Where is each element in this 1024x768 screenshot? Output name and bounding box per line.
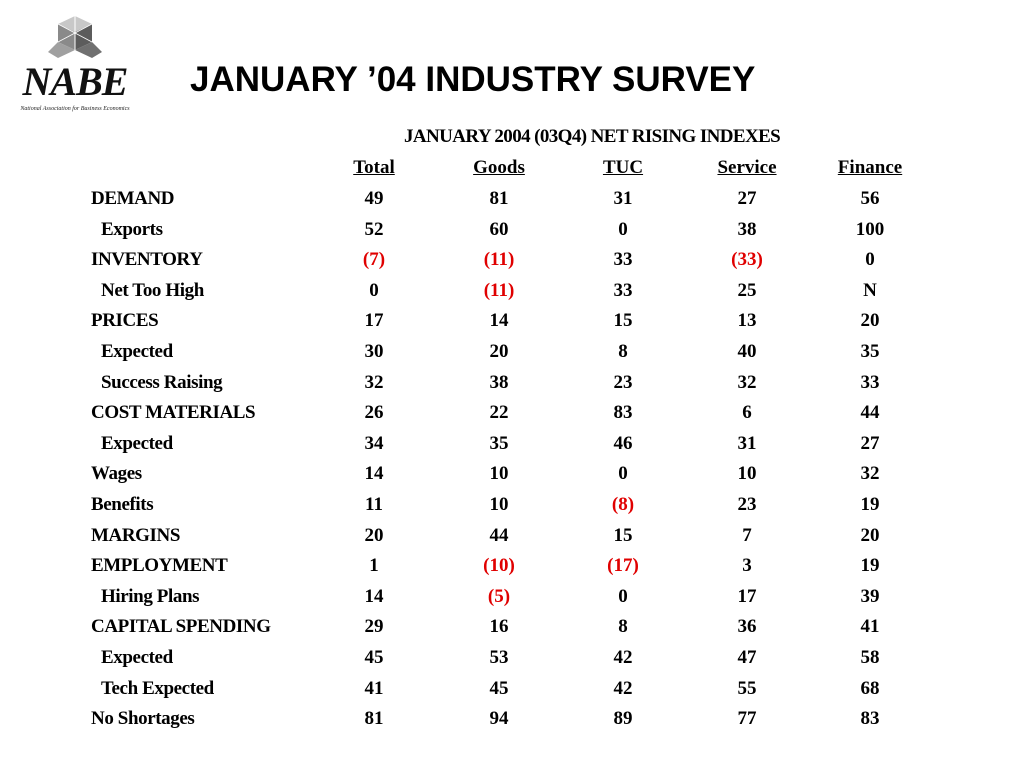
cell-tuc: 46 [613,432,633,454]
row-label: No Shortages [91,708,195,730]
cell-total: 49 [364,188,384,209]
cell-total: 11 [365,494,383,515]
cell-tuc: 0 [618,218,628,240]
cell-goods: 94 [489,708,509,730]
row-label: INVENTORY [91,249,203,271]
row-label: Success Raising [101,371,223,393]
cell-service: 7 [742,524,752,546]
cell-total: (7) [362,249,386,271]
cell-goods: 60 [489,218,509,240]
table-row [0,582,1024,612]
cell-finance: 56 [860,188,880,209]
cell-service: 47 [737,647,757,668]
cell-finance: 33 [860,371,880,393]
cell-tuc: (17) [607,555,639,577]
cell-finance: 27 [860,432,880,454]
cell-tuc: 42 [613,647,633,668]
cell-finance: 83 [860,708,880,730]
table-row [0,490,1024,520]
cell-total: 17 [364,310,384,332]
row-label: MARGINS [91,524,181,546]
cell-goods: 35 [489,432,509,454]
row-label: Net Too High [101,279,204,301]
cell-tuc: 89 [613,708,633,730]
row-label: Exports [101,218,163,240]
cell-tuc: (8) [611,494,635,515]
table-row [0,521,1024,551]
cell-total: 14 [364,585,384,607]
cell-service: 27 [737,188,757,209]
table-row [0,674,1024,704]
table-row [0,276,1024,306]
row-label: CAPITAL SPENDING [91,616,271,638]
cell-service: (33) [731,249,763,271]
cell-service: 77 [737,708,757,730]
cell-service: 17 [737,585,757,607]
cell-tuc: 23 [613,371,633,393]
cube-emblem-icon [48,14,102,64]
column-header-finance: Finance [837,157,903,178]
cell-service: 55 [737,677,757,699]
row-label: EMPLOYMENT [91,555,228,577]
cell-finance: 0 [865,249,875,271]
cell-service: 25 [737,279,757,301]
cell-tuc: 8 [618,616,628,638]
column-header-tuc: TUC [602,157,644,178]
cell-service: 40 [737,341,757,362]
cell-goods: (5) [487,585,511,607]
cell-total: 34 [364,432,384,454]
table-row [0,184,1024,214]
cell-goods: 14 [489,310,509,332]
row-label: Wages [91,463,142,485]
cell-total: 29 [364,616,384,638]
cell-goods: 10 [489,494,509,515]
logo-wordmark: NABE [22,59,128,104]
cell-total: 32 [364,371,384,393]
cell-tuc: 42 [613,677,633,699]
row-label: Benefits [91,494,154,515]
cell-tuc: 31 [613,188,633,209]
table-row [0,643,1024,673]
cell-tuc: 15 [613,524,633,546]
table-row [0,245,1024,275]
nabe-logo [16,14,134,112]
cell-goods: 16 [489,616,509,638]
table-row [0,459,1024,489]
row-label: Expected [101,432,173,454]
table-row [0,612,1024,642]
table-row [0,215,1024,245]
cell-service: 36 [737,616,757,638]
cell-goods: 10 [489,463,509,485]
cell-service: 32 [737,371,757,393]
cell-service: 31 [737,432,757,454]
cell-total: 0 [369,279,379,301]
cell-goods: 44 [489,524,509,546]
logo-tagline: National Association for Business Economics [20,106,130,112]
cell-tuc: 0 [618,463,628,485]
row-label: DEMAND [91,188,175,209]
cell-tuc: 8 [618,341,628,362]
cell-finance: 41 [860,616,880,638]
cell-finance: 58 [860,647,880,668]
table-row [0,429,1024,459]
cell-service: 38 [737,218,757,240]
cell-total: 20 [364,524,384,546]
cell-total: 14 [364,463,384,485]
cell-total: 81 [364,708,384,730]
table-row [0,306,1024,336]
table-row [0,337,1024,367]
cell-goods: 45 [489,677,509,699]
table-caption: JANUARY 2004 (03Q4) NET RISING INDEXES [404,126,781,147]
cell-service: 23 [737,494,757,515]
cell-service: 13 [737,310,757,332]
cell-service: 10 [737,463,757,485]
row-label: Tech Expected [101,677,214,699]
cell-tuc: 33 [613,279,633,301]
table-row [0,398,1024,428]
cell-goods: 53 [489,647,509,668]
row-label: Expected [101,647,173,668]
cell-total: 41 [364,677,384,699]
row-label: COST MATERIALS [91,402,256,424]
cell-total: 52 [364,218,384,240]
cell-finance: N [863,279,877,301]
cell-goods: 22 [489,402,509,424]
row-label: PRICES [91,310,159,332]
cell-finance: 35 [860,341,880,362]
cell-finance: 100 [855,218,885,240]
cell-goods: 38 [489,371,509,393]
cell-goods: (10) [483,555,515,577]
table-row [0,704,1024,734]
cell-finance: 20 [860,524,880,546]
column-header-service: Service [717,157,777,178]
cell-finance: 20 [860,310,880,332]
cell-finance: 44 [860,402,880,424]
page-title: JANUARY ’04 INDUSTRY SURVEY [190,60,756,99]
cell-finance: 68 [860,677,880,699]
row-label: Hiring Plans [101,585,200,607]
cell-tuc: 33 [613,249,633,271]
table-row [0,551,1024,581]
column-header-total: Total [353,157,395,178]
cell-finance: 19 [860,555,880,577]
cell-total: 26 [364,402,384,424]
table-row [0,368,1024,398]
cell-finance: 32 [860,463,880,485]
cell-finance: 19 [860,494,880,515]
cell-total: 1 [369,555,379,577]
column-header-goods: Goods [473,157,525,178]
cell-total: 45 [364,647,384,668]
cell-service: 6 [742,402,752,424]
row-label: Expected [101,341,173,362]
cell-tuc: 0 [618,585,628,607]
cell-tuc: 15 [613,310,633,332]
cell-total: 30 [364,341,384,362]
cell-goods: (11) [483,249,515,271]
cell-goods: 20 [489,341,509,362]
cell-service: 3 [742,555,752,577]
cell-goods: 81 [489,188,509,209]
cell-goods: (11) [483,279,515,301]
cell-finance: 39 [860,585,880,607]
cell-tuc: 83 [613,402,633,424]
